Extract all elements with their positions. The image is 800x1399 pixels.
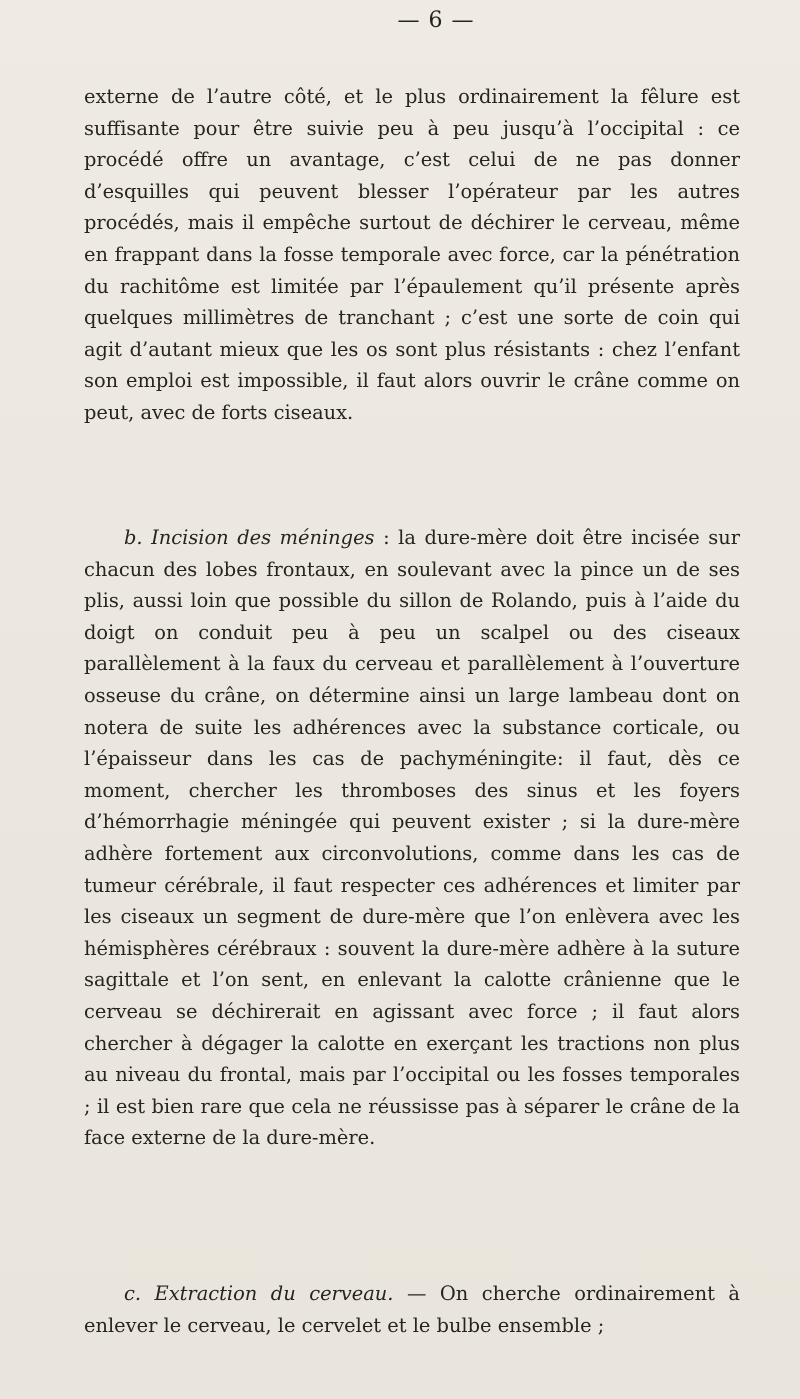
section-heading: Extraction du cerveau. xyxy=(154,1282,394,1305)
section-label: b. xyxy=(124,526,143,549)
paragraph-text: : la dure-mère doit être incisée sur chacun des lobes frontaux, en soulevant avec la pince un de ses plis, aussi loin que possible du sillon de Rolando, puis à l’aide du doigt on conduit peu à peu un scalpel ou des ciseaux parallèlement à la faux du cerveau et parallèlement à l’ouverture osseuse du crâne, on détermine ainsi un large lambeau dont on notera de suite les adhérences avec la substance corticale, ou l’épaisseur dans les cas de pachyméningite: il faut, dès ce moment, chercher les thromboses des sinus et les foyers d’hémorrhagie méningée qui peuvent exister ; si la dure-mère adhère fortement aux circonvolutions, comme dans les cas de tumeur cérébrale, il faut respecter ces adhérences et limiter par les ciseaux un segment de dure-mère que l’on enlèvera avec les hémisphères cérébraux : souvent la dure-mère adhère à la suture sagittale et l’on sent, en enlevant la calotte crânienne que le cerveau se déchirerait en agissant avec force ; il faut alors chercher à dégager la calotte en exerçant les tractions non plus au niveau du frontal, mais par l’occipital ou les fosses temporales ; il est bien rare que cela ne réussisse pas à séparer le crâne de la face externe de la dure-mère. xyxy=(84,526,740,1150)
paragraph-continuation xyxy=(84,81,740,429)
paragraph-text: — On cherche ordinairement à enlever le cerveau, le cervelet et le bulbe ensemble ; xyxy=(84,1282,740,1337)
section-label: c. xyxy=(124,1282,142,1305)
paragraph-body xyxy=(84,522,740,1154)
page-number: — 6 — xyxy=(397,8,475,33)
paragraph-body xyxy=(84,1278,740,1341)
paragraph-incision-des-meninges xyxy=(84,522,740,1154)
paragraph-text: externe de l’autre côté, et le plus ordinairement la fêlure est suffisante pour être suivie peu à peu jusqu’à l’occipital : ce procédé offre un avantage, c’est celui de ne pas donner d’esquilles qui peuvent blesser l’opérateur par les autres procédés, mais il empêche surtout de déchirer le cerveau, même en frappant dans la fosse temporale avec force, car la pénétration du rachitôme est limitée par l’épaulement qu’il présente après quelques millimètres de tranchant ; c’est une sorte de coin qui agit d’autant mieux que les os sont plus résistants : chez l’enfant son emploi est impossible, il faut alors ouvrir le crâne comme on peut, avec de forts ciseaux. xyxy=(84,85,740,424)
section-heading: Incision des méninges xyxy=(151,526,375,549)
paragraph-extraction-du-cerveau xyxy=(84,1278,740,1341)
